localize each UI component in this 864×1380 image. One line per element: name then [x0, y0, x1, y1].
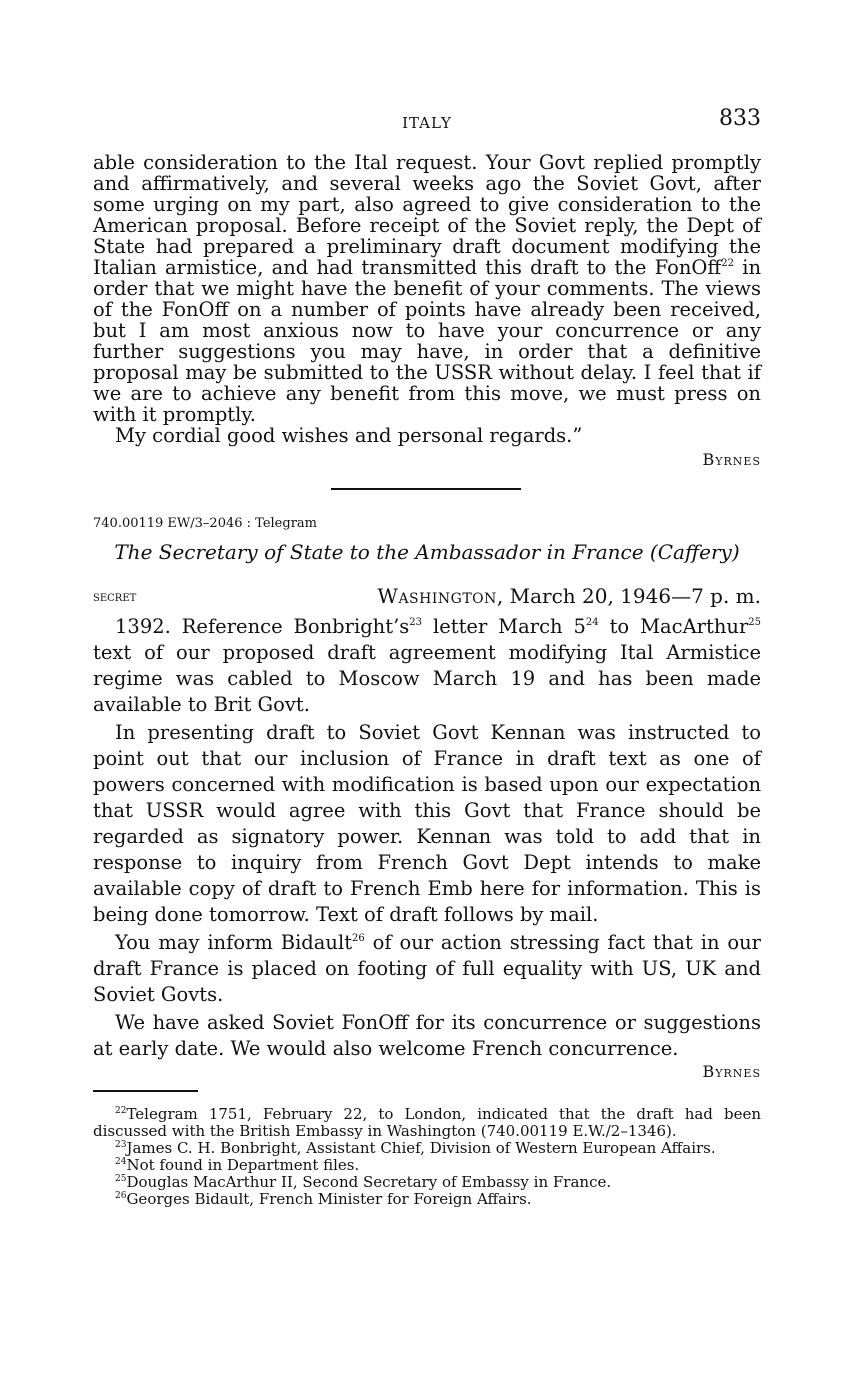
letter-continuation — [93, 152, 761, 446]
place: Washington — [377, 584, 497, 608]
letter-paragraph: able consideration to the Ital request. Your Govt replied promptly and affirmatively, and several weeks ago the Soviet Govt, after some urging on my part, also agreed to give consideration to the American proposal. Before receipt of the Soviet reply, the Dept of State had prepared a preliminary draft document modifying the Italian armistice, and had transmitted this draft to the FonOff$^{22}$ in order that we might have the benefit of your comments. The views of the FonOff on a number of points have already been received, but I am most anxious now to have your concurrence or any further suggestions you may have, in order that a definitive proposal may be submitted to the USSR without delay. I feel that if we are to achieve any benefit from this move, we must press on with it promptly. — [93, 151, 761, 426]
signature-byrnes-2: Byrnes — [702, 1062, 761, 1081]
letter-closing: My cordial good wishes and personal regards.” — [115, 424, 583, 447]
page-header — [93, 106, 761, 136]
footnotes — [93, 1106, 761, 1208]
footnote-ref: 24 — [585, 617, 599, 628]
footnote-ref: 23 — [409, 617, 423, 628]
footnote-ref: 26 — [352, 933, 365, 944]
paragraph-3: You may inform Bidault$^{26}$ of our action stressing fact that in our draft France is placed on footing of full equality with US, UK and Soviet Govts. — [93, 931, 761, 1006]
running-title: ITALY — [402, 114, 452, 132]
telegram-body — [93, 614, 761, 1064]
footnote: $^{25}$Douglas MacArthur II, Second Secretary of Embassy in France. — [115, 1173, 612, 1191]
footnote: $^{26}$Georges Bidault, French Minister for Foreign Affairs. — [115, 1190, 532, 1208]
paragraph-4: We have asked Soviet FonOff for its concurrence or suggestions at early date. We would also welcome French concurrence. — [93, 1011, 761, 1060]
footnote-divider — [93, 1090, 198, 1092]
footnote: $^{23}$James C. H. Bonbright, Assistant Chief, Division of Western European Affairs. — [115, 1139, 716, 1157]
footnote: $^{22}$Telegram 1751, February 22, to London, indicated that the draft had been discussed with the British Embassy in Washington (740.00119 E.W./2–1346). — [93, 1105, 761, 1140]
dateline — [377, 584, 761, 608]
section-divider — [331, 488, 521, 490]
page-number: 833 — [719, 106, 761, 131]
signature-byrnes-1: Byrnes — [702, 450, 761, 469]
document-title: The Secretary of State to the Ambassador in France (Caffery) — [114, 540, 740, 564]
paragraph-1: 1392. Reference $Bonbright’s^{23}$ letter March $5^{24}$ to MacArthur$^{25}$ text of our proposed draft agreement modifying Ital Armistice regime was cabled to Moscow March 19 and has been made available to Brit Govt. — [93, 615, 762, 716]
date: , March 20, 1946—7 p. m. — [496, 584, 761, 608]
footnote: $^{24}$Not found in Department files. — [115, 1156, 360, 1174]
file-reference: 740.00119 EW/3–2046 : Telegram — [93, 516, 317, 531]
footnote-ref: 25 — [748, 617, 762, 628]
classification-label: secret — [93, 589, 137, 605]
paragraph-2: In presenting draft to Soviet Govt Kennan was instructed to point out that our inclusion of France in draft text as one of powers concerned with modification is based upon our expectation that USSR would agree with this Govt that France should be regarded as signatory power. Kennan was told to add that in response to inquiry from French Govt Dept intends to make available copy of draft to French Emb here for information. This is being done tomorrow. Text of draft follows by mail. — [93, 721, 761, 926]
footnote-ref: 22 — [721, 258, 735, 269]
